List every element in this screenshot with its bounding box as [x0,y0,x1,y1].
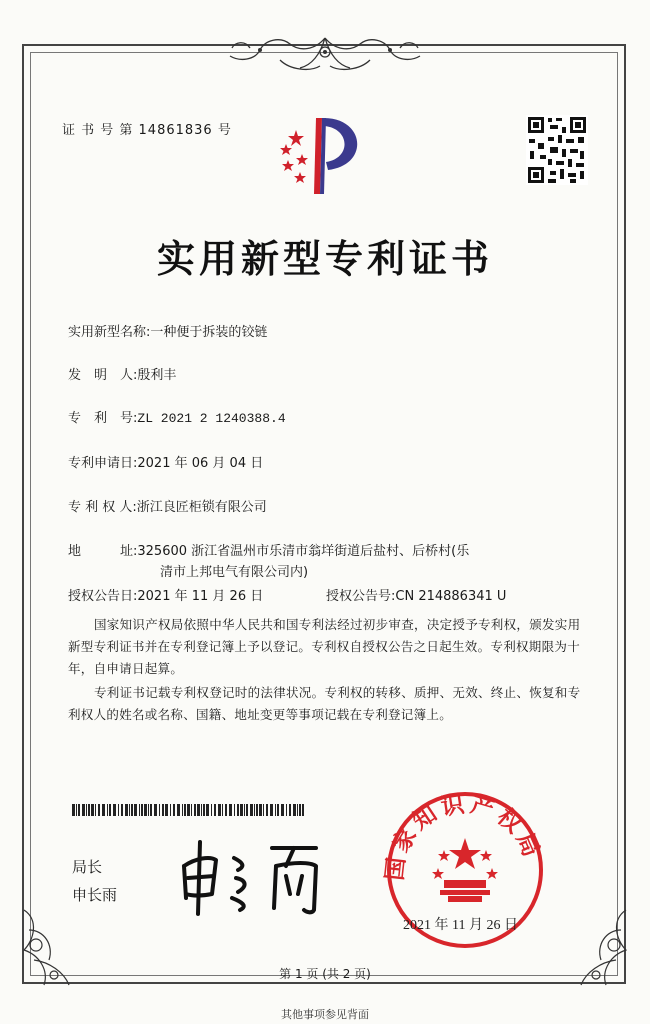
director-title: 局长 [72,858,103,876]
svg-text:国家知识产权局: 国家知识产权局 [381,790,547,882]
application-date-label: 专利申请日: [68,456,138,471]
utility-model-name-label: 实用新型名称: [68,325,151,340]
address-row [68,540,469,559]
address-line-1: 325600 浙江省温州市乐清市翁垟街道后盐村、后桥村(乐 [137,544,470,559]
grant-date-label: 授权公告日: [68,589,138,604]
top-ornament-icon [220,30,430,80]
grant-date-row [68,585,263,604]
page-number: 第 1 页 (共 2 页) [279,967,371,981]
grant-number-label: 授权公告号: [326,589,396,604]
inventor-label: 发 明 人: [68,368,138,383]
utility-model-name-value: 一种便于拆装的铰链 [150,325,268,340]
grant-number-value: CN 214886341 U [395,589,507,604]
patentee-row [68,496,267,515]
application-date-row [68,452,263,471]
inventor-value: 殷利丰 [137,368,177,383]
legal-status-paragraph: 专利证书记载专利权登记时的法律状况。专利权的转移、质押、无效、终止、恢复和专利权人的姓名或名称、国籍、地址变更等事项记载在专利登记簿上。 [68,685,581,722]
application-date-value: 2021 年 06 月 04 日 [137,456,264,471]
cnipa-emblem-icon [270,110,376,200]
inventor-row [68,364,176,383]
patentee-label: 专 利 权 人: [68,500,137,515]
seal-date: 2021 年 11 月 26 日 [403,918,518,933]
director-name: 申长雨 [72,886,118,904]
address-line-2: 清市上邦电气有限公司内) [160,565,309,580]
patent-number-label: 专 利 号: [68,411,138,426]
patent-number-row [68,407,286,426]
grant-statement-paragraph: 国家知识产权局依照中华人民共和国专利法经过初步审查，决定授予专利权，颁发实用新型专利证书并在专利登记簿上予以登记。专利权自授权公告之日起生效。专利权期限为十年，自申请日起算。 [68,617,581,676]
certificate-title: 实用新型专利证书 [156,236,493,281]
certificate-number: 证 书 号 第 14861836 号 [62,123,232,138]
address-label: 地 址: [68,544,138,559]
barcode-icon [72,804,304,816]
utility-model-name-row [68,321,267,340]
bottom-note: 其他事项参见背面 [281,1008,369,1021]
grant-date-value: 2021 年 11 月 26 日 [137,589,264,604]
patent-number-value: ZL 2021 2 1240388.4 [137,411,286,426]
grant-number-row [326,585,506,604]
qr-code-icon [526,115,588,185]
patentee-value: 浙江良匠柜锁有限公司 [136,500,267,515]
director-signature-icon [176,836,328,916]
